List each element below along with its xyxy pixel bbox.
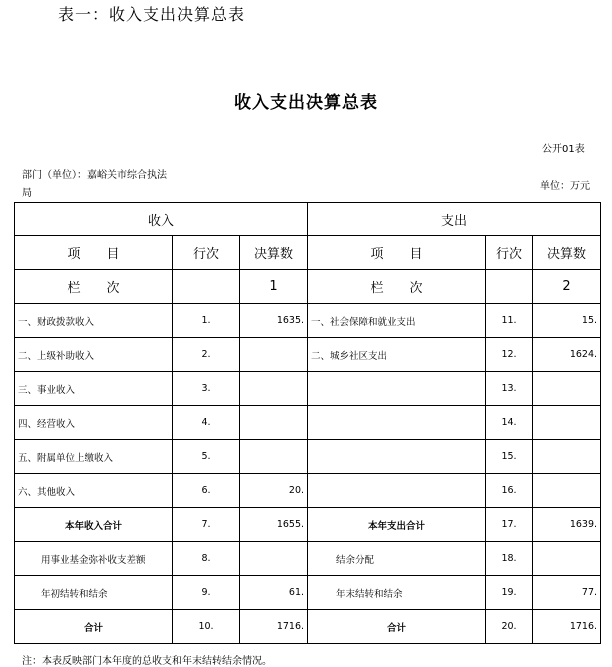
unit-label: 单位：万元 [540, 181, 590, 192]
income-grand-total-label: 合计 [15, 610, 173, 644]
income-item: 二、上级补助收入 [15, 338, 173, 372]
expense-total-amount: 1639. [533, 508, 601, 542]
table-row [15, 406, 601, 440]
expense-line: 11. [486, 304, 533, 338]
income-amount [240, 338, 308, 372]
expense-amount-header: 决算数 [533, 236, 601, 270]
table-header-row [15, 203, 601, 236]
expense-column-label: 栏 次 [308, 270, 486, 304]
expense-grand-total-amount: 1716. [533, 610, 601, 644]
form-code: 公开01表 [542, 144, 585, 155]
income-grand-total-amount: 1716. [240, 610, 308, 644]
expense-item: 二、城乡社区支出 [308, 338, 486, 372]
expense-line: 18. [486, 542, 533, 576]
budget-summary-table [14, 202, 601, 644]
expense-grand-total-line: 20. [486, 610, 533, 644]
expense-amount: 15. [533, 304, 601, 338]
income-item: 四、经营收入 [15, 406, 173, 440]
expense-item [308, 406, 486, 440]
income-line: 5. [173, 440, 240, 474]
income-amount-header: 决算数 [240, 236, 308, 270]
income-column-label: 栏 次 [15, 270, 173, 304]
income-amount [240, 440, 308, 474]
expense-line: 19. [486, 576, 533, 610]
grand-total-row [15, 610, 601, 644]
table-row [15, 372, 601, 406]
expense-item: 结余分配 [308, 542, 486, 576]
income-item: 用事业基金弥补收支差额 [15, 542, 173, 576]
income-total-line: 7. [173, 508, 240, 542]
income-item: 年初结转和结余 [15, 576, 173, 610]
income-total-amount: 1655. [240, 508, 308, 542]
income-amount [240, 542, 308, 576]
expense-amount: 1624. [533, 338, 601, 372]
report-title: 收入支出决算总表 [234, 93, 378, 113]
expense-amount [533, 372, 601, 406]
expense-total-line: 17. [486, 508, 533, 542]
expense-line: 14. [486, 406, 533, 440]
income-item: 一、财政拨款收入 [15, 304, 173, 338]
expense-total-label: 本年支出合计 [308, 508, 486, 542]
income-amount: 61. [240, 576, 308, 610]
expense-amount [533, 406, 601, 440]
income-line: 2. [173, 338, 240, 372]
income-amount [240, 406, 308, 440]
income-line-header: 行次 [173, 236, 240, 270]
income-header: 收入 [15, 203, 308, 236]
page-heading: 表一：收入支出决算总表 [58, 5, 246, 24]
expense-header: 支出 [308, 203, 601, 236]
expense-amount [533, 474, 601, 508]
column-header-row [15, 236, 601, 270]
income-amount: 20. [240, 474, 308, 508]
income-item: 六、其他收入 [15, 474, 173, 508]
table-row [15, 474, 601, 508]
column-number-row [15, 270, 601, 304]
expense-amount: 77. [533, 576, 601, 610]
income-line: 6. [173, 474, 240, 508]
expense-item: 一、社会保障和就业支出 [308, 304, 486, 338]
expense-line: 16. [486, 474, 533, 508]
department-label: 部门（单位）：嘉峪关市综合执法局 [22, 170, 167, 199]
expense-line: 13. [486, 372, 533, 406]
table-row [15, 338, 601, 372]
income-line: 9. [173, 576, 240, 610]
income-item: 三、事业收入 [15, 372, 173, 406]
expense-line-blank [486, 270, 533, 304]
expense-line: 15. [486, 440, 533, 474]
income-line: 8. [173, 542, 240, 576]
expense-amount [533, 542, 601, 576]
expense-item-header: 项 目 [308, 236, 486, 270]
expense-item [308, 474, 486, 508]
expense-grand-total-label: 合计 [308, 610, 486, 644]
income-line-blank [173, 270, 240, 304]
income-item: 五、附属单位上缴收入 [15, 440, 173, 474]
income-total-label: 本年收入合计 [15, 508, 173, 542]
annual-total-row [15, 508, 601, 542]
expense-line-header: 行次 [486, 236, 533, 270]
income-line: 1. [173, 304, 240, 338]
expense-item: 年末结转和结余 [308, 576, 486, 610]
expense-amount [533, 440, 601, 474]
expense-column-number: 2 [533, 270, 601, 304]
expense-item [308, 440, 486, 474]
table-row [15, 304, 601, 338]
table-row [15, 542, 601, 576]
income-column-number: 1 [240, 270, 308, 304]
income-grand-total-line: 10. [173, 610, 240, 644]
table-row [15, 440, 601, 474]
expense-line: 12. [486, 338, 533, 372]
income-line: 3. [173, 372, 240, 406]
footnote: 注：本表反映部门本年度的总收支和年末结转结余情况。 [22, 656, 272, 667]
income-amount [240, 372, 308, 406]
table-row [15, 576, 601, 610]
income-amount: 1635. [240, 304, 308, 338]
income-item-header: 项 目 [15, 236, 173, 270]
expense-item [308, 372, 486, 406]
income-line: 4. [173, 406, 240, 440]
